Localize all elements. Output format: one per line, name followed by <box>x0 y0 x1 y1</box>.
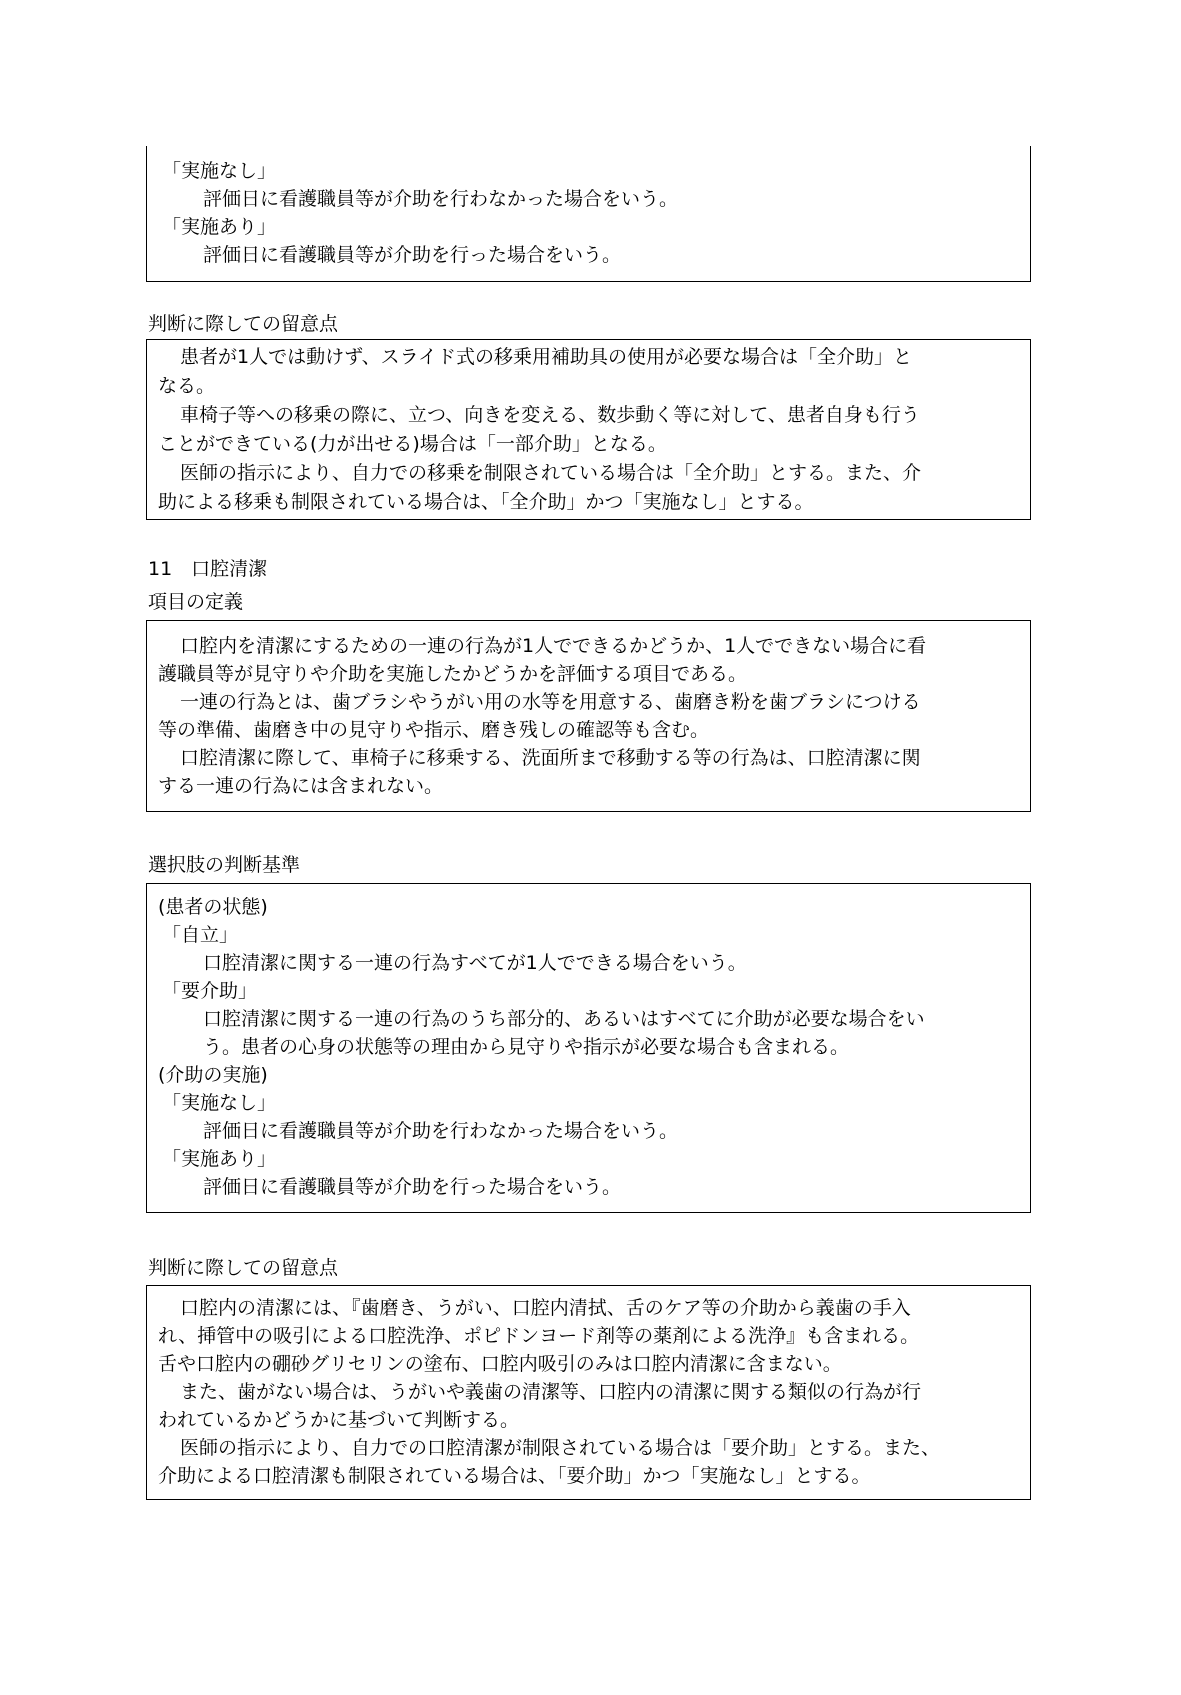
option-label: 「実施あり」 <box>162 1148 277 1170</box>
note-line: われているかどうかに基づいて判断する。 <box>158 1409 520 1431</box>
definition-line: 口腔清潔に際して、車椅子に移乗する、洗面所まで移動する等の行為は、口腔清潔に関 <box>180 747 921 769</box>
definition-line: する一連の行為には含まれない。 <box>158 775 444 797</box>
note-line: なる。 <box>158 375 216 397</box>
definition-line: 護職員等が見守りや介助を実施したかどうかを評価する項目である。 <box>158 663 748 685</box>
note-line: 医師の指示により、自力での口腔清潔が制限されている場合は「要介助」とする。また、 <box>180 1437 941 1459</box>
note-line: 介助による口腔清潔も制限されている場合は、「要介助」かつ「実施なし」とする。 <box>158 1465 871 1487</box>
option-label: 「実施なし」 <box>162 160 277 182</box>
option-description: 評価日に看護職員等が介助を行った場合をいう。 <box>203 244 622 266</box>
option-description: 評価日に看護職員等が介助を行わなかった場合をいう。 <box>203 1120 679 1142</box>
note-heading: 判断に際しての留意点 <box>148 1257 339 1279</box>
option-label: 「自立」 <box>162 924 239 946</box>
note-line: 口腔内の清潔には、『歯磨き、うがい、口腔内清拭、舌のケア等の介助から義歯の手入 <box>180 1297 911 1319</box>
note-line: 舌や口腔内の硼砂グリセリンの塗布、口腔内吸引のみは口腔内清潔に含まない。 <box>158 1353 842 1375</box>
note-line: 車椅子等への移乗の際に、立つ、向きを変える、数歩動く等に対して、患者自身も行う <box>180 404 920 426</box>
option-description: う。患者の心身の状態等の理由から見守りや指示が必要な場合も含まれる。 <box>203 1036 850 1058</box>
criteria-group-label: (介助の実施) <box>158 1064 268 1086</box>
note-line: 助による移乗も制限されている場合は、「全介助」かつ「実施なし」とする。 <box>158 491 814 513</box>
note-line: また、歯がない場合は、うがいや義歯の清潔等、口腔内の清潔に関する類似の行為が行 <box>180 1381 922 1403</box>
option-label: 「要介助」 <box>162 980 258 1002</box>
option-description: 評価日に看護職員等が介助を行わなかった場合をいう。 <box>203 188 679 210</box>
note-line: ことができている(力が出せる)場合は「一部介助」となる。 <box>158 433 667 455</box>
definition-line: 等の準備、歯磨き中の見守りや指示、磨き残しの確認等も含む。 <box>158 719 710 741</box>
option-description: 口腔清潔に関する一連の行為すべてが1人でできる場合をいう。 <box>203 952 747 974</box>
note-line: 医師の指示により、自力での移乗を制限されている場合は「全介助」とする。また、介 <box>180 462 922 484</box>
option-label: 「実施あり」 <box>162 216 277 238</box>
definition-line: 口腔内を清潔にするための一連の行為が1人でできるかどうか、1人でできない場合に看 <box>180 635 927 657</box>
option-description: 評価日に看護職員等が介助を行った場合をいう。 <box>203 1176 622 1198</box>
definition-line: 一連の行為とは、歯ブラシやうがい用の水等を用意する、歯磨き粉を歯ブラシにつける <box>180 691 921 713</box>
note-line: 患者が1人では動けず、スライド式の移乗用補助具の使用が必要な場合は「全介助」と <box>180 346 913 368</box>
option-label: 「実施なし」 <box>162 1092 277 1114</box>
section-title: 11 口腔清潔 <box>148 558 268 580</box>
note-line: れ、挿管中の吸引による口腔洗浄、ポピドンヨード剤等の薬剤による洗浄』も含まれる。 <box>158 1325 920 1347</box>
definition-heading: 項目の定義 <box>148 591 244 613</box>
note-heading: 判断に際しての留意点 <box>148 313 339 335</box>
criteria-heading: 選択肢の判断基準 <box>148 854 301 876</box>
option-description: 口腔清潔に関する一連の行為のうち部分的、あるいはすべてに介助が必要な場合をい <box>203 1008 925 1030</box>
criteria-group-label: (患者の状態) <box>158 896 268 918</box>
